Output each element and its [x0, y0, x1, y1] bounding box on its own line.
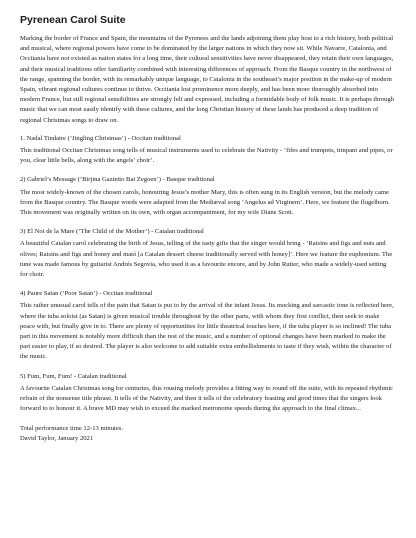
movement-2-description: The most widely-known of the chosen carols, honouring Jesus’s mother Mary, this is often sung in its English version, but the melody came from the Basque country. The Basque words were adapted from the Mediæval song ‘Angelus ad Virginem’. Here, we feature the flugelhorn. This movement was originally written on its own, with organ accompaniment, for my wife Diane Scott. [20, 188, 390, 217]
movement-3 [20, 227, 394, 280]
movement-5-description: A favourite Catalan Christmas song for centuries, this rousing melody provides a fitting way to round off the suite, with its repeated rhythmic refrain of the nonsense title phrase. It tells of the Nativity, and then it tells of the celebratory feasting and good times that the singers look forward to to honour it. A brave MD may wish to exceed the marked metronome speeds during the approach to the final climax... [20, 384, 394, 413]
movement-4 [20, 289, 394, 362]
movement-5-heading: 5) Fum, Fum, Fum! - Catalan traditional [20, 372, 127, 380]
movement-5 [20, 372, 394, 415]
movement-1-description: This traditional Occitan Christmas song tells of musical instruments used to celebrate the Nativity - ‘fifes and trumpets, timpani and pipes, or you, clear little bells, along with the angels’ choir’. [20, 147, 393, 165]
movement-1 [20, 134, 394, 167]
movement-3-description: A beautiful Catalan carol celebrating the birth of Jesus, telling of the tasty gifts that the singer would bring - ‘Raisins and figs and nuts and olives; Raisins and figs and honey and mató [a Catalan dessert cheese traditionally served with honey]’. Here we feature the euphonium. The tune was made famous by guitarist Andrés Segovia, who used it as a favourite encore, and by John Rutter, who made a widely-used setting for choir. [20, 240, 393, 279]
author-signature: David Taylor, January 2021 [20, 434, 94, 442]
movement-2-heading: 2) Gabriel’s Message (‘Birjina Gaztetto Bat Zegoen’) - Basque traditional [20, 176, 215, 184]
movement-4-heading: 4) Paure Satan (‘Poor Satan’) - Occitan traditional [20, 290, 153, 298]
movement-3-heading: 3) El Noi de la Mare (‘The Child of the Mother’) - Catalan traditional [20, 228, 204, 236]
performance-time: Total performance time 12-13 minutes. [20, 424, 123, 432]
movement-4-description: This rather unusual carol tells of the pain that Satan is put to by the arrival of the infant Jesus. Its mocking and sarcastic tone is reflected here, where the tuba soloist (as Satan) is given musical trouble throughout by the other parts, with whom they first conflict, then seek to make peace with, but finally give in to. There are plenty of opportunities for little theatrical touches here, if the tuba player is so inclined! The tuba part in this movement is notably more difficult than the rest of the music, and a number of optional changes have been marked to make the part easier to play, if so desired. The player is also welcome to add suitable extra embellishments to taste if they wish, within the character of the music. [20, 302, 394, 361]
document-footer [20, 424, 394, 444]
intro-paragraph: Marking the border of France and Spain, the mountains of the Pyrenees and the lands adjoining them play host to a rich history, both political and musical, where regional powers have come to be dominated by the larger nations in which they now sit. While Navarre, Catalonia, and Occitania have not existed as nation states for a long time, their cultural sensitivities have never disappeared, they retain their own languages, and their musical traditions offer familiarity combined with interesting differences of approach. From the Basque country in the northwest of the range, spanning the border, with its remarkably unique language, to Catalonia in the southeast’s major position in the make-up of modern Spain, vibrant regional cultures continue to thrive. Occitania lost prominence more deeply, and has been more thoroughly absorbed into modern France, but still regional sensibilities are strongly felt and expressed, including a formidable body of folk music. It is perhaps through music that we can most easily identify with these cultures, and the long Christian history of these lands has produced a deep tradition of regional Christmas songs to draw on. [20, 35, 394, 124]
document-title: Pyrenean Carol Suite [20, 14, 126, 26]
movement-2 [20, 175, 394, 218]
movement-1-heading: 1. Nadal Tindaire (‘Jingling Christmas’) - Occitan traditional [20, 134, 181, 142]
